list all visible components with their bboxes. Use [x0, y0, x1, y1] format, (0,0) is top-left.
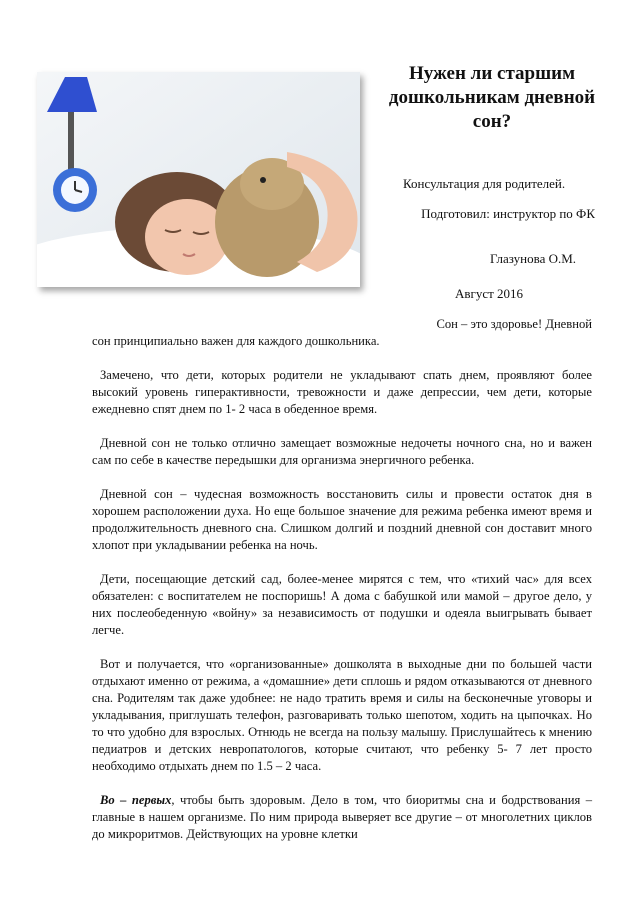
sleeping-child-illustration [37, 72, 360, 287]
date: Август 2016 [455, 286, 524, 301]
page-title: Нужен ли старшим дошкольникам дневной сон? [388, 63, 596, 132]
sleeping-child-photo [37, 72, 360, 287]
prepared-by: Подготовил: инструктор по ФК [421, 206, 595, 221]
paragraph-5: Дети, посещающие детский сад, более-менее мирятся с тем, что «тихий час» для всех обязателен: с воспитателем не поспоришь! А дома с бабушкой или мамой – другое дело, у них послеобеденную «войну» за независимость от подушки и одеяла выигрывать бывает легче. [92, 572, 592, 637]
author: Глазунова О.М. [490, 251, 577, 266]
paragraph-7-bold: Во – первых [100, 793, 172, 807]
paragraph-1 [92, 316, 592, 350]
paragraph-7 [92, 792, 592, 843]
paragraph-1-lead: Сон – это здоровье! Дневной [436, 317, 592, 331]
subtitle: Консультация для родителей. [403, 176, 566, 191]
paragraph-7-rest: , чтобы быть здоровым. Дело в том, что биоритмы сна и бодрствования – главные в нашем организме. По ним природа выверяет все другие – от многолетних циклов до микроритмов. Действующих на уровне клетки [92, 793, 592, 841]
lamp-stand [68, 112, 74, 172]
paragraph-4: Дневной сон – чудесная возможность восстановить силы и провести остаток дня в хорошем расположении духа. Но еще большое значение для режима ребенка имеют время и продолжительность дневного сна. Слишком долгий и поздний дневной сон доставит много хлопот при укладывании ребенка на ночь. [92, 487, 592, 552]
paragraph-1-rest: сон принципиально важен для каждого дошкольника. [92, 334, 380, 348]
paragraph-6: Вот и получается, что «организованные» дошколята в выходные дни по большей части отдыхают именно от режима, а «домашние» дети сплошь и рядом отказываются от дневного сна. Родителям так даже удобнее: не надо тратить время и силы на бесконечные уговоры и укладывания, приглушать телефон, разговаривать только шепотом, ходить на цыпочках. Но то что удобно для взрослых. Отнюдь не всегда на пользу малышу. Прислушайтесь к мнению педиатров и детских невропатологов, которые считают, что ребенку 5- 7 лет просто необходимо отдыхать днем по 1.5 – 2 часа. [92, 657, 592, 773]
article-body [92, 316, 592, 843]
paragraph-3: Дневной сон не только отлично замещает возможные недочеты ночного сна, но и важен сам по себе в качестве передышки для организма энергичного ребенка. [92, 436, 592, 467]
paragraph-2: Замечено, что дети, которых родители не укладывают спать днем, проявляют более высокий уровень гиперактивности, тревожности и даже депрессии, чем дети, которые ежедневно спят днем по 1- 2 часа в обеденное время. [92, 368, 592, 416]
